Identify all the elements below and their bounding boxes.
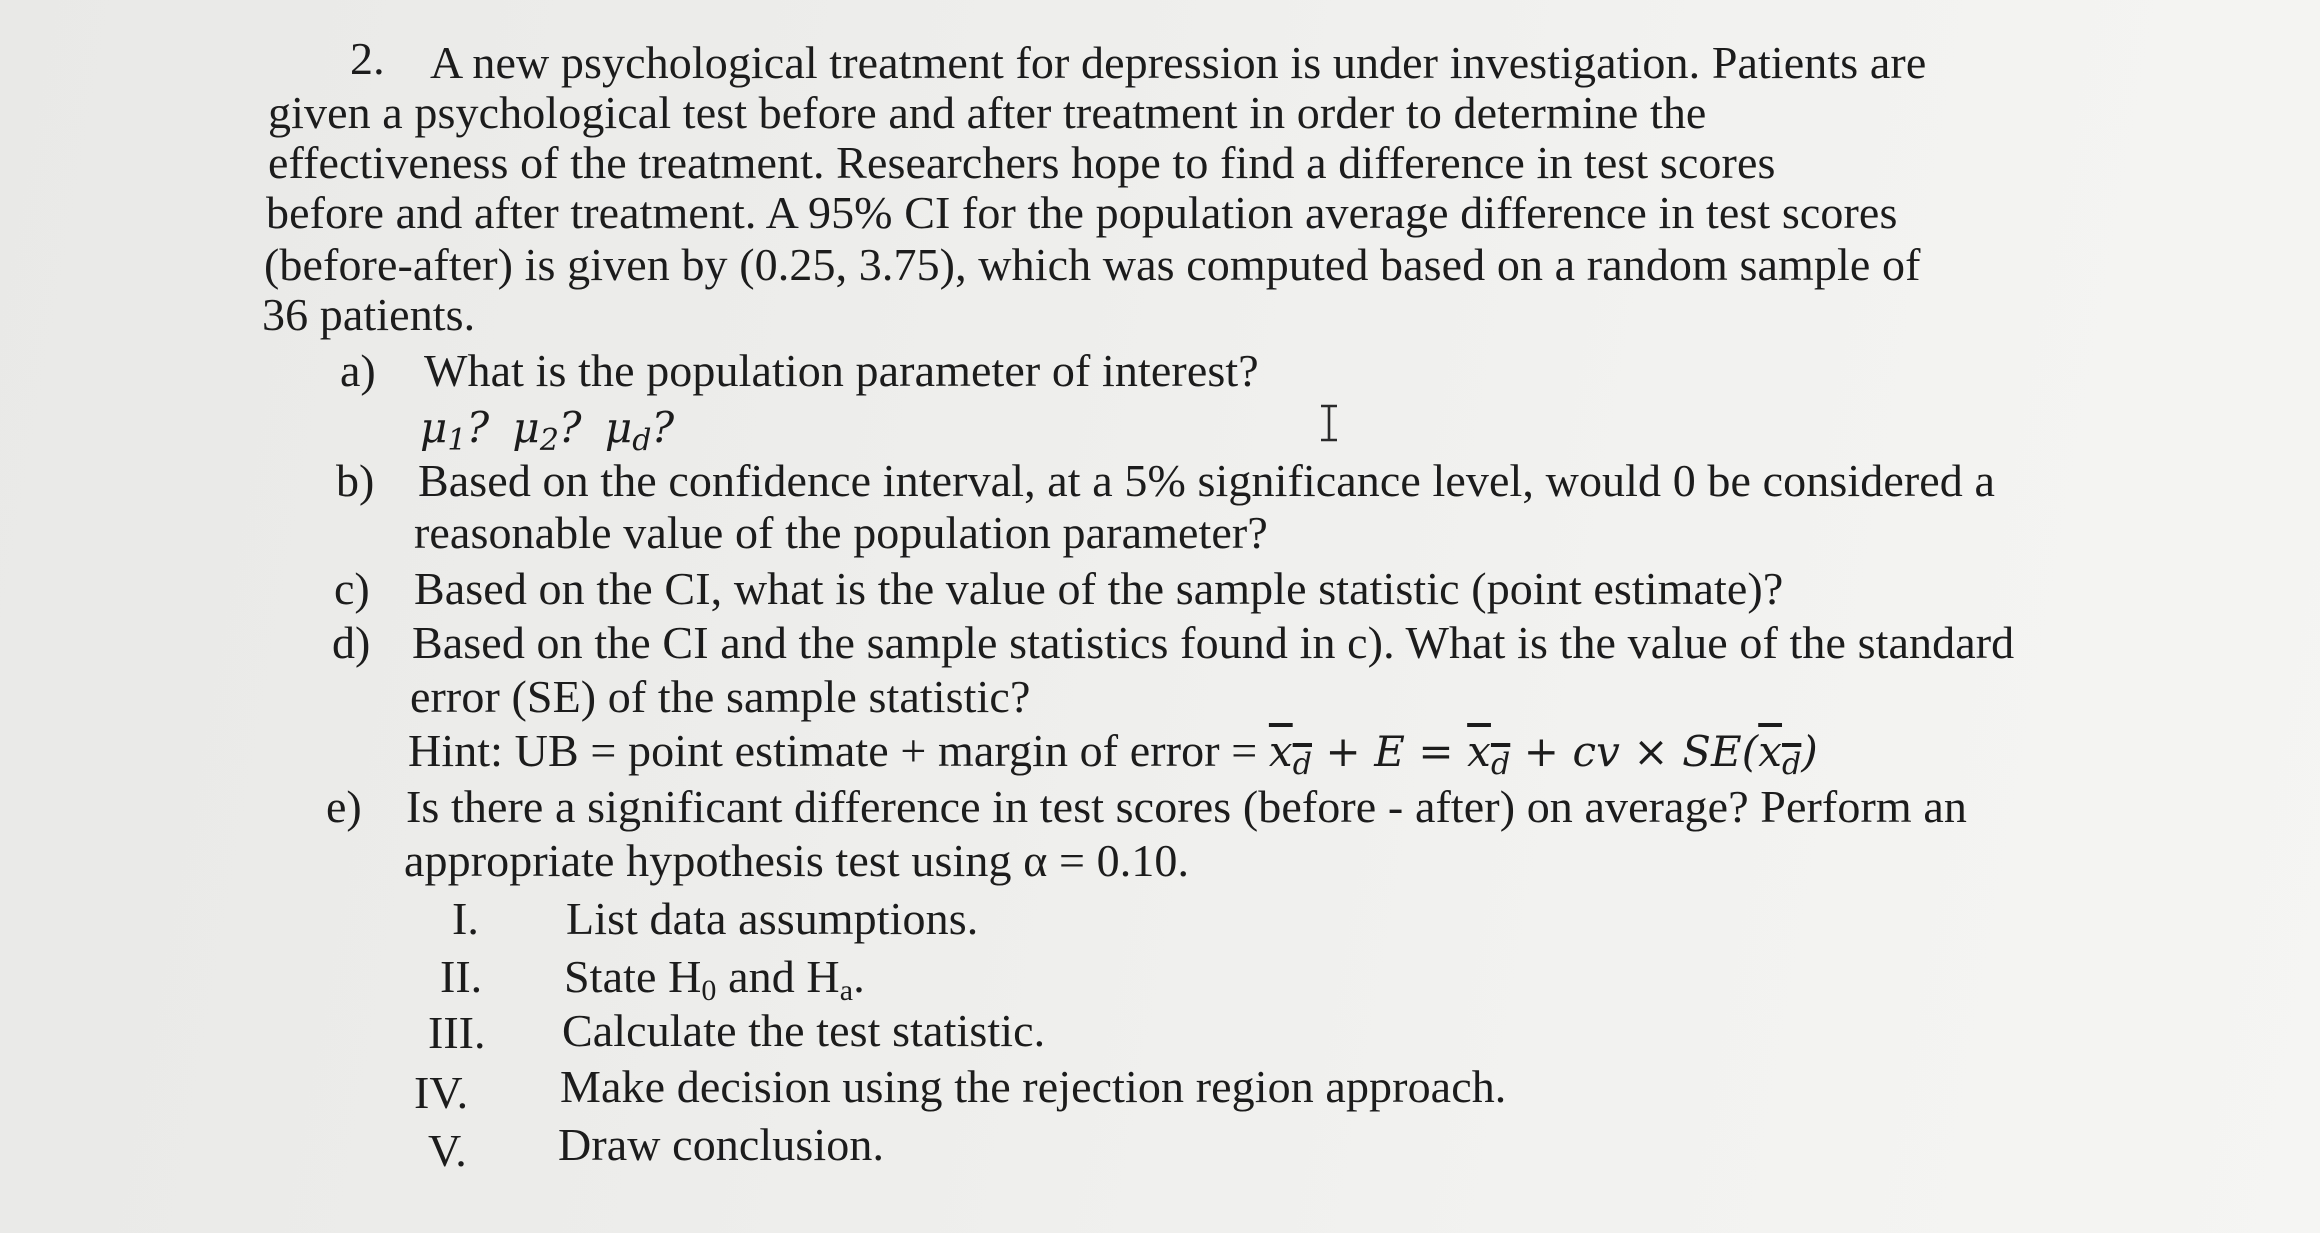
problem-line-4: before and after treatment. A 95% CI for the population average difference in test scores [266,187,1898,238]
part-c-label: c) [334,563,370,614]
problem-line-2: given a psychological test before and after treatment in order to determine the [268,87,1707,138]
problem-line-3: effectiveness of the treatment. Researchers hope to find a difference in test scores [268,137,1776,188]
step-5-text: Draw conclusion. [558,1119,885,1170]
part-c-question: Based on the CI, what is the value of the sample statistic (point estimate)? [414,563,1784,614]
part-b-line-2: reasonable value of the population parameter? [414,507,1268,558]
part-d-line-2: error (SE) of the sample statistic? [410,671,1031,722]
step-3-numeral: III. [428,1007,486,1058]
part-e-line-2: appropriate hypothesis test using α = 0.10. [404,835,1190,886]
problem-line-1: A new psychological treatment for depression is under investigation. Patients are [430,37,1927,88]
part-e-label: e) [326,781,362,832]
problem-line-6: 36 patients. [262,289,476,340]
part-d-line-1: Based on the CI and the sample statistics found in c). What is the value of the standard [412,617,2015,668]
step-2-numeral: II. [440,951,483,1002]
part-d-hint: Hint: UB = point estimate + margin of error = $x_d + E = x_d$ + cv × $SE(x_d)$ [408,725,1818,782]
step-5-numeral: V. [428,1125,467,1176]
part-e-line-1: Is there a significant difference in test scores (before - after) on average? Perform an [406,781,1967,832]
step-3-text: Calculate the test statistic. [562,1005,1046,1056]
problem-number: 2. [350,33,385,84]
part-d-label: d) [332,617,371,668]
problem-line-5: (before-after) is given by (0.25, 3.75), which was computed based on a random sample of [264,239,1921,290]
part-a-label: a) [340,345,376,396]
step-1-text: List data assumptions. [566,893,979,944]
part-b-label: b) [336,455,375,506]
part-a-options: $\mu_1$? $\mu_2$? $\mu_d$? [420,403,675,458]
step-1-numeral: I. [452,893,479,944]
step-4-numeral: IV. [414,1067,469,1118]
part-a-question: What is the population parameter of interest? [424,345,1259,396]
part-b-line-1: Based on the confidence interval, at a 5% significance level, would 0 be considered a [418,455,1996,506]
text-cursor-icon [1318,404,1340,442]
step-4-text: Make decision using the rejection region approach. [560,1061,1507,1112]
step-2-text: State $H_0$ and $H_a$. [564,951,865,1007]
